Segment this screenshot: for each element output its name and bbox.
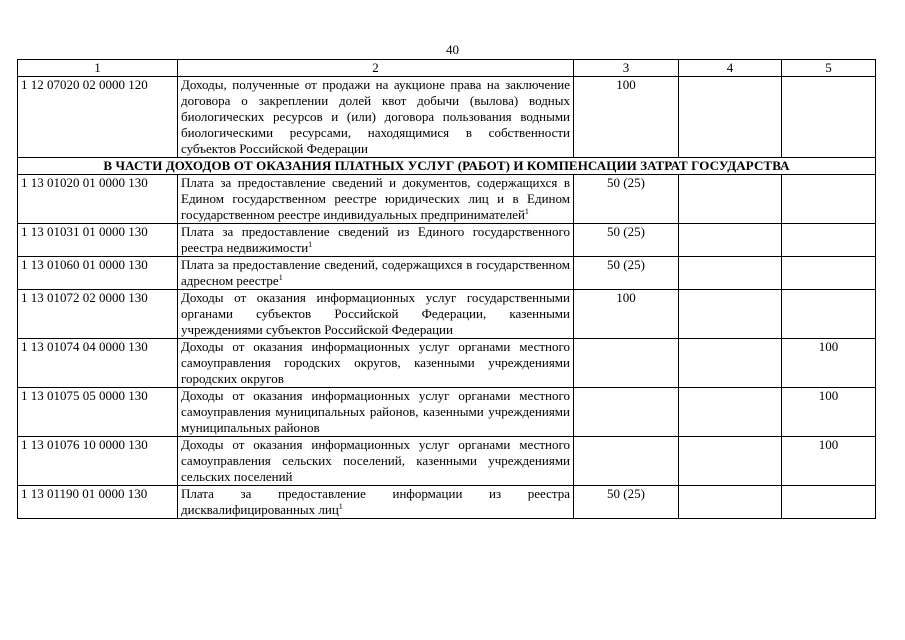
revenue-code: 1 13 01190 01 0000 130: [18, 486, 178, 519]
table-row: [18, 437, 876, 486]
table-row: [18, 388, 876, 437]
description-text: Доходы, полученные от продажи на аукционе права на заключение договора о закреплении долей квот добычи (вылова) водных биологических ресурсов и (или) договора пользования водными биологическими ресурсами, находящимися в собственности субъектов Российской Федерации: [181, 77, 570, 156]
value-col5: 100: [782, 388, 876, 437]
header-row: [18, 60, 876, 77]
revenue-code: 1 13 01075 05 0000 130: [18, 388, 178, 437]
column-header-2: 2: [178, 60, 574, 77]
table-row: [18, 486, 876, 519]
value-col5: [782, 290, 876, 339]
section-title: В ЧАСТИ ДОХОДОВ ОТ ОКАЗАНИЯ ПЛАТНЫХ УСЛУГ (РАБОТ) И КОМПЕНСАЦИИ ЗАТРАТ ГОСУДАРСТВА: [18, 158, 876, 175]
table-row: [18, 224, 876, 257]
footnote-marker: 1: [524, 207, 529, 216]
value-col5: 100: [782, 437, 876, 486]
value-col4: [679, 175, 782, 224]
column-header-4: 4: [679, 60, 782, 77]
revenue-description: [178, 77, 574, 158]
footnote-marker: 1: [308, 240, 313, 249]
revenue-description: [178, 257, 574, 290]
description-text: Плата за предоставление сведений из Единого государственного реестра недвижимости: [181, 224, 570, 255]
description-text: Доходы от оказания информационных услуг органами местного самоуправления муниципальных районов, казенными учреждениями муниципальных районов: [181, 388, 570, 435]
value-col5: [782, 486, 876, 519]
description-text: Плата за предоставление сведений и документов, содержащихся в Едином государственном реестре юридических лиц и в Едином государственном реестре индивидуальных предпринимателей: [181, 175, 570, 222]
footnote-marker: 1: [278, 273, 283, 282]
table-row: [18, 290, 876, 339]
table-row: [18, 339, 876, 388]
column-header-1: 1: [18, 60, 178, 77]
value-col4: [679, 486, 782, 519]
revenue-description: [178, 290, 574, 339]
revenue-description: [178, 388, 574, 437]
revenue-code: 1 13 01060 01 0000 130: [18, 257, 178, 290]
description-text: Доходы от оказания информационных услуг государственными органами субъектов Российской Федерации, казенными учреждениями субъектов Российской Федерации: [181, 290, 570, 337]
value-col3: 100: [574, 77, 679, 158]
value-col3: [574, 437, 679, 486]
revenue-description: [178, 175, 574, 224]
revenue-description: [178, 224, 574, 257]
value-col4: [679, 388, 782, 437]
value-col3: [574, 339, 679, 388]
description-text: Доходы от оказания информационных услуг органами местного самоуправления сельских поселений, казенными учреждениями сельских поселений: [181, 437, 570, 484]
revenue-description: [178, 486, 574, 519]
value-col3: 50 (25): [574, 257, 679, 290]
revenue-code: 1 13 01072 02 0000 130: [18, 290, 178, 339]
revenue-table: [17, 59, 876, 519]
footnote-marker: 1: [338, 502, 343, 511]
value-col5: [782, 257, 876, 290]
value-col4: [679, 224, 782, 257]
description-text: Плата за предоставление информации из реестра дисквалифицированных лиц: [181, 486, 570, 517]
description-text: Доходы от оказания информационных услуг органами местного самоуправления городских округов, казенными учреждениями городских округов: [181, 339, 570, 386]
value-col5: [782, 224, 876, 257]
value-col3: 50 (25): [574, 224, 679, 257]
section-row: [18, 158, 876, 175]
revenue-code: 1 13 01031 01 0000 130: [18, 224, 178, 257]
description-text: Плата за предоставление сведений, содержащихся в государственном адресном реестре: [181, 257, 570, 288]
revenue-code: 1 13 01020 01 0000 130: [18, 175, 178, 224]
revenue-description: [178, 437, 574, 486]
revenue-code: 1 13 01076 10 0000 130: [18, 437, 178, 486]
column-header-5: 5: [782, 60, 876, 77]
revenue-description: [178, 339, 574, 388]
value-col4: [679, 339, 782, 388]
value-col3: 100: [574, 290, 679, 339]
revenue-code: 1 13 01074 04 0000 130: [18, 339, 178, 388]
value-col3: [574, 388, 679, 437]
page-number: 40: [446, 42, 459, 57]
value-col4: [679, 257, 782, 290]
revenue-code: 1 12 07020 02 0000 120: [18, 77, 178, 158]
table-row: [18, 175, 876, 224]
value-col4: [679, 77, 782, 158]
value-col4: [679, 437, 782, 486]
value-col5: [782, 175, 876, 224]
value-col5: [782, 77, 876, 158]
table-row: [18, 257, 876, 290]
value-col3: 50 (25): [574, 175, 679, 224]
table-row: [18, 77, 876, 158]
value-col5: 100: [782, 339, 876, 388]
value-col4: [679, 290, 782, 339]
value-col3: 50 (25): [574, 486, 679, 519]
column-header-3: 3: [574, 60, 679, 77]
